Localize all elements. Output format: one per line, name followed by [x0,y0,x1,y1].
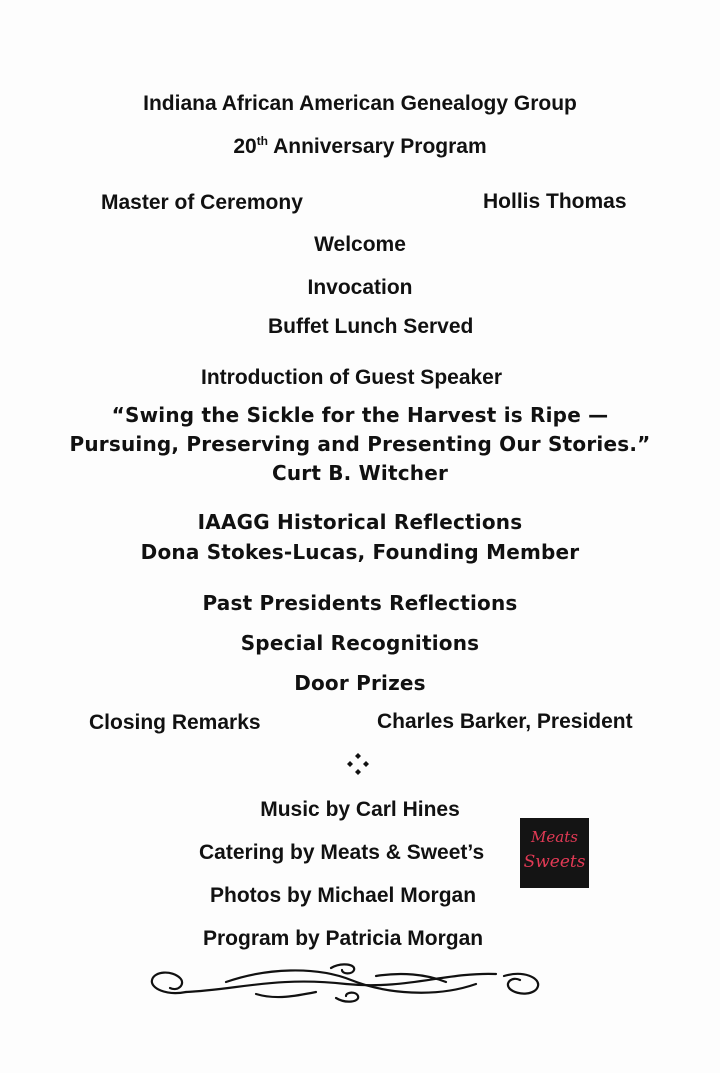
intro-speaker-item: Introduction of Guest Speaker [201,366,503,389]
scroll-flourish-icon [146,962,544,1006]
buffet-item: Buffet Lunch Served [268,315,474,338]
org-title: Indiana African American Genealogy Group [143,92,577,115]
welcome-item: Welcome [314,233,406,256]
anniversary-number: 20 [233,135,257,158]
door-prizes-item: Door Prizes [294,671,426,695]
special-recognitions-item: Special Recognitions [240,631,480,655]
logo-line2: Sweets [523,852,586,872]
invocation-item: Invocation [307,276,413,299]
historical-reflections-by: Dona Stokes-Lucas, Founding Member [140,540,580,564]
historical-reflections-item: IAAGG Historical Reflections [197,510,523,534]
anniversary-suffix: th [256,134,269,148]
anniversary-title [0,135,720,159]
speech-title-line1: “Swing the Sickle for the Harvest is Ripe — [111,403,609,427]
meats-sweets-logo [520,818,589,888]
program-credit: Program by Patricia Morgan [203,927,484,950]
logo-line1: Meats [531,828,578,846]
music-credit: Music by Carl Hines [260,798,460,821]
guest-speaker-name: Curt B. Witcher [271,461,449,485]
speech-title-line2: Pursuing, Preserving and Presenting Our Stories.” [69,432,651,456]
master-of-ceremony-name: Hollis Thomas [483,190,627,213]
past-presidents-item: Past Presidents Reflections [202,591,518,615]
closing-remarks-name: Charles Barker, President [377,710,633,733]
catering-credit: Catering by Meats & Sweet’s [199,841,485,864]
master-of-ceremony-label: Master of Ceremony [101,191,303,214]
four-diamond-ornament-icon [346,752,370,776]
photos-credit: Photos by Michael Morgan [210,884,477,907]
anniversary-rest: Anniversary Program [268,135,487,158]
closing-remarks-label: Closing Remarks [89,711,261,734]
